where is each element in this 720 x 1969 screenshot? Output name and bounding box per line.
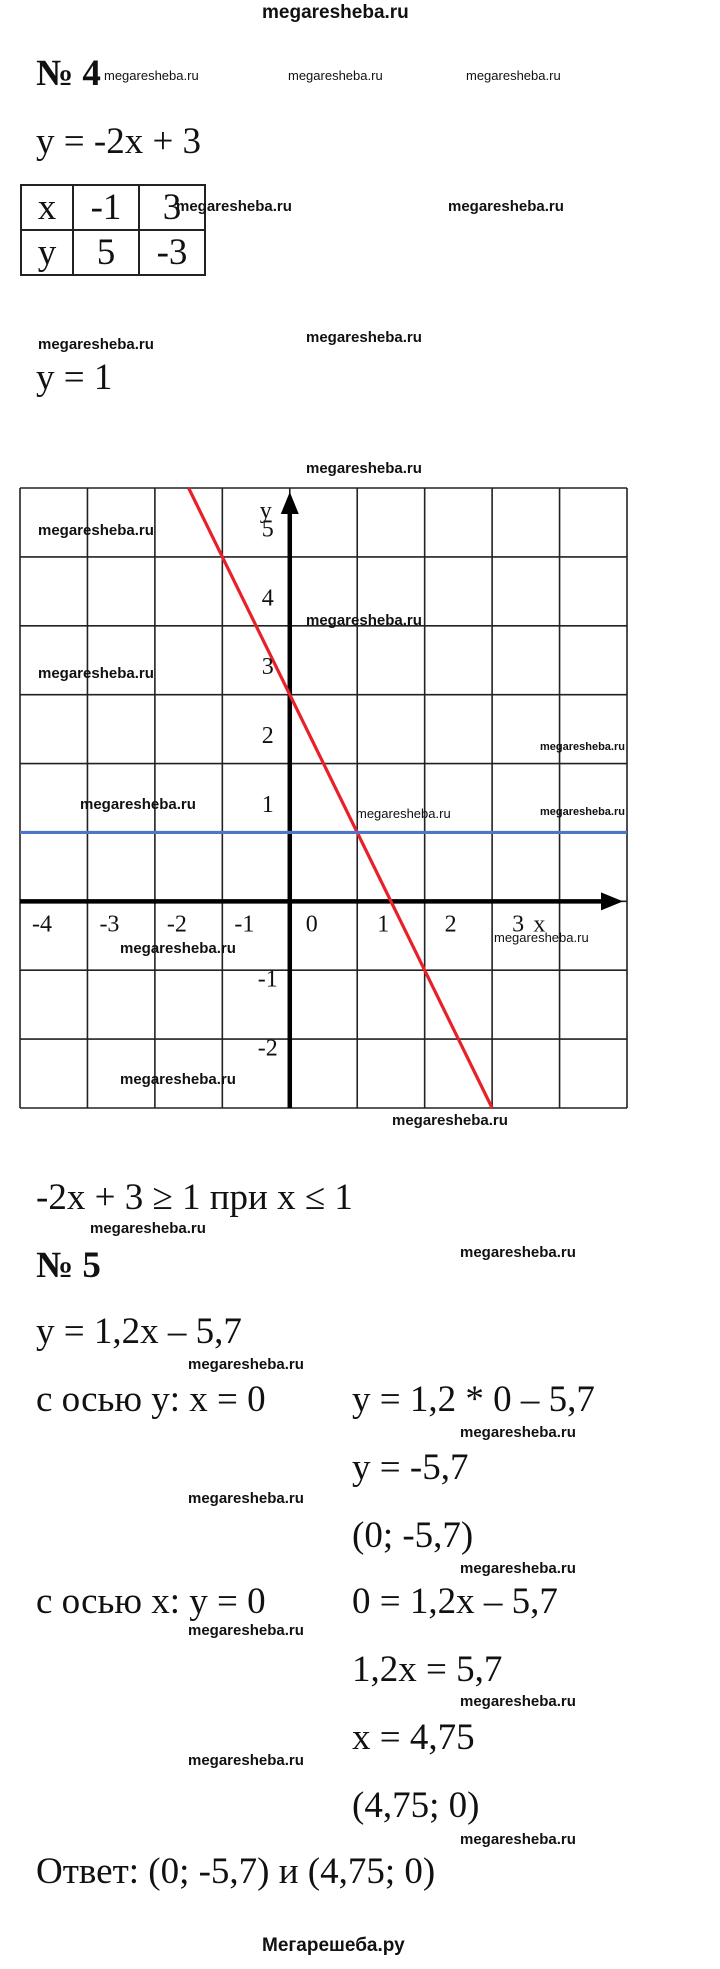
table-cell-x-1: -1 bbox=[73, 185, 139, 230]
x-tick-label: -4 bbox=[32, 911, 52, 938]
watermark: megaresheba.ru bbox=[38, 665, 154, 682]
x-tick-label: -2 bbox=[166, 911, 187, 938]
watermark: megaresheba.ru bbox=[104, 68, 199, 83]
y-tick-label: 1 bbox=[261, 792, 274, 818]
x-axis-step-3: x = 4,75 bbox=[352, 1717, 475, 1758]
watermark: megaresheba.ru bbox=[176, 198, 292, 215]
x-tick-label: 2 bbox=[444, 911, 457, 938]
y-tick-label: 2 bbox=[261, 723, 274, 750]
watermark: megaresheba.ru bbox=[356, 806, 451, 821]
x-axis-arrow-icon bbox=[601, 892, 623, 910]
y-axis-label: y bbox=[259, 498, 272, 524]
watermark: megaresheba.ru bbox=[120, 940, 236, 957]
task5-number: № 5 bbox=[36, 1245, 101, 1286]
table-cell-x-2: 3 bbox=[139, 185, 205, 230]
x-tick-label: 0 bbox=[305, 911, 318, 938]
watermark: megaresheba.ru bbox=[188, 1356, 304, 1373]
watermark: megaresheba.ru bbox=[448, 198, 564, 215]
watermark: megaresheba.ru bbox=[188, 1622, 304, 1639]
y-axis-intersection-label: с осью y: x = 0 bbox=[36, 1379, 266, 1420]
watermark: megaresheba.ru bbox=[306, 612, 422, 629]
task4-conclusion: -2x + 3 ≥ 1 при x ≤ 1 bbox=[36, 1177, 353, 1218]
watermark: megaresheba.ru bbox=[120, 1071, 236, 1088]
watermark: megaresheba.ru bbox=[90, 1220, 206, 1237]
watermark: megaresheba.ru bbox=[392, 1112, 508, 1129]
table-cell-y-2: -3 bbox=[139, 230, 205, 275]
watermark: megaresheba.ru bbox=[540, 806, 625, 818]
x-axis-intersection-label: с осью x: y = 0 bbox=[36, 1581, 266, 1622]
site-footer: Мегарешеба.ру bbox=[262, 1935, 405, 1956]
watermark: megaresheba.ru bbox=[188, 1490, 304, 1507]
watermark: megaresheba.ru bbox=[306, 329, 422, 346]
table-cell-x-label: x bbox=[21, 185, 73, 230]
table-cell-y-1: 5 bbox=[73, 230, 139, 275]
watermark: megaresheba.ru bbox=[494, 930, 589, 945]
x-tick-label: -3 bbox=[99, 911, 120, 938]
watermark: megaresheba.ru bbox=[460, 1244, 576, 1261]
y-tick-label: -2 bbox=[257, 1035, 278, 1062]
watermark: megaresheba.ru bbox=[540, 741, 625, 753]
task4-function: y = -2x + 3 bbox=[36, 121, 202, 162]
y-axis-arrow-icon bbox=[281, 492, 299, 514]
watermark: megaresheba.ru bbox=[460, 1424, 576, 1441]
x-axis-step-2: 1,2x = 5,7 bbox=[352, 1649, 503, 1690]
watermark: megaresheba.ru bbox=[460, 1693, 576, 1710]
task5-answer: Ответ: (0; -5,7) и (4,75; 0) bbox=[36, 1851, 436, 1892]
y-axis-step-3: (0; -5,7) bbox=[352, 1515, 474, 1556]
x-tick-label: 3 bbox=[512, 911, 525, 938]
x-axis-label: x bbox=[533, 911, 546, 938]
y-tick-label: -1 bbox=[257, 966, 278, 993]
task5-function: y = 1,2x – 5,7 bbox=[36, 1311, 242, 1352]
watermark: megaresheba.ru bbox=[466, 68, 561, 83]
x-axis-step-4: (4,75; 0) bbox=[352, 1785, 480, 1826]
site-header: megaresheba.ru bbox=[262, 2, 409, 23]
y-tick-label: 5 bbox=[261, 516, 274, 543]
watermark: megaresheba.ru bbox=[80, 796, 196, 813]
watermark: megaresheba.ru bbox=[306, 460, 422, 477]
task4-number: № 4 bbox=[36, 53, 101, 94]
y-tick-label: 3 bbox=[261, 654, 274, 681]
x-tick-label: -1 bbox=[234, 911, 255, 938]
x-axis-step-1: 0 = 1,2x – 5,7 bbox=[352, 1581, 558, 1622]
watermark: megaresheba.ru bbox=[38, 522, 154, 539]
series-line-red bbox=[189, 488, 493, 1108]
table-cell-y-label: y bbox=[21, 230, 73, 275]
y-axis-step-1: y = 1,2 * 0 – 5,7 bbox=[352, 1379, 595, 1420]
y-tick-label: 4 bbox=[261, 585, 274, 612]
y-axis-step-2: y = -5,7 bbox=[352, 1447, 469, 1488]
task4-second-line: y = 1 bbox=[36, 357, 113, 398]
watermark: megaresheba.ru bbox=[38, 336, 154, 353]
watermark: megaresheba.ru bbox=[288, 68, 383, 83]
x-tick-label: 1 bbox=[377, 911, 390, 938]
watermark: megaresheba.ru bbox=[460, 1831, 576, 1848]
watermark: megaresheba.ru bbox=[188, 1752, 304, 1769]
watermark: megaresheba.ru bbox=[460, 1560, 576, 1577]
